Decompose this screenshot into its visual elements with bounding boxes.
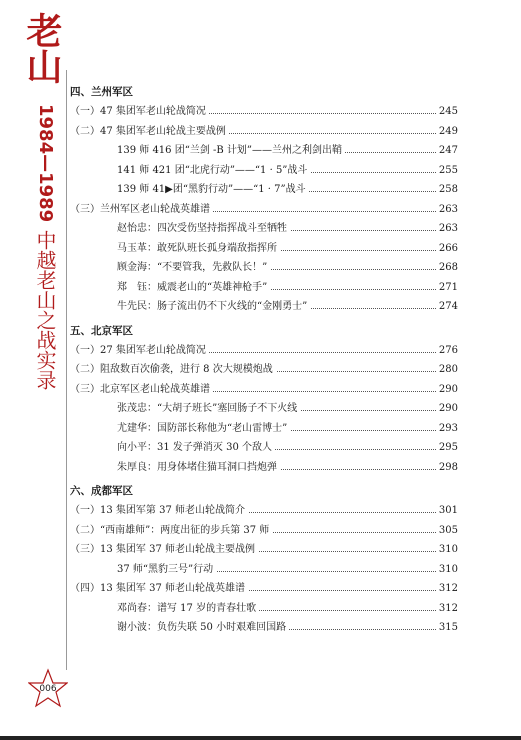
toc-entry-title: 邓尚春：谱写 17 岁的青春壮歌 (117, 599, 259, 619)
toc-entry-page: 263 (436, 200, 458, 220)
toc-entry[interactable] (70, 297, 458, 317)
section-heading: 四、兰州军区 (70, 86, 133, 98)
toc-entry-title: 141 师 421 团“北虎行动”——“1 · 5”战斗 (117, 161, 310, 181)
toc-entry-title: （三）兰州军区老山轮战英雄谱 (70, 200, 213, 220)
toc-entry-page: 310 (436, 560, 458, 580)
toc-entry-title: （一）27 集团军老山轮战简况 (70, 341, 209, 361)
toc-entry[interactable] (70, 599, 458, 619)
toc-entry-title: 顾金海：“不要管我，先救队长！” (117, 258, 270, 278)
toc-entry-page: 258 (436, 180, 458, 200)
toc-entry-page: 312 (436, 579, 458, 599)
toc-entry-page: 247 (436, 141, 458, 161)
toc-entry-page: 290 (436, 380, 458, 400)
toc-entry-title: （一）13 集团军第 37 师老山轮战简介 (70, 501, 248, 521)
toc-entry-title: 139 师 41▶团“黑豹行动”——“1 · 7”战斗 (117, 180, 309, 200)
toc-entry-page: 315 (436, 618, 458, 638)
page-number: 006 (39, 684, 57, 694)
book-title: 老山 (21, 12, 62, 84)
toc-entry[interactable] (70, 579, 458, 599)
toc-entry[interactable] (70, 102, 458, 122)
toc-entry-page: 310 (436, 540, 458, 560)
toc-entry-title: 马玉革：敢死队班长孤身端敌指挥所 (117, 239, 280, 259)
toc-entry[interactable] (70, 141, 458, 161)
toc-entry-page: 293 (436, 419, 458, 439)
toc-entry-title: （四）13 集团军 37 师老山轮战英雄谱 (70, 579, 248, 599)
toc-entry-page: 301 (436, 501, 458, 521)
toc-entry-page: 271 (436, 278, 458, 298)
toc-entry-title: 张茂忠：“大胡子班长”塞回肠子不下火线 (117, 399, 300, 419)
toc-entry-title: 赵怡忠：四次受伤坚持指挥战斗至牺牲 (117, 219, 290, 239)
toc-entry[interactable] (70, 200, 458, 220)
toc-entry-title: （二）阻敌数百次偷袭，进行 8 次大规模炮战 (70, 360, 276, 380)
toc-entry-page: 280 (436, 360, 458, 380)
toc-entry[interactable] (70, 161, 458, 181)
toc-entry-page: 255 (436, 161, 458, 181)
table-of-contents (70, 82, 458, 642)
toc-entry[interactable] (70, 360, 458, 380)
toc-entry[interactable] (70, 560, 458, 580)
toc-entry-page: 290 (436, 399, 458, 419)
toc-entry[interactable] (70, 380, 458, 400)
toc-entry[interactable] (70, 501, 458, 521)
toc-entry-title: 朱厚良：用身体堵住猫耳洞口挡炮弹 (117, 458, 280, 478)
toc-entry[interactable] (70, 618, 458, 638)
toc-entry[interactable] (70, 258, 458, 278)
toc-entry-title: （三）北京军区老山轮战英雄谱 (70, 380, 213, 400)
book-years: 1984—1989 (35, 104, 56, 223)
toc-entry[interactable] (70, 219, 458, 239)
toc-entry[interactable] (70, 180, 458, 200)
toc-entry[interactable] (70, 458, 458, 478)
toc-entry-title: （一）47 集团军老山轮战简况 (70, 102, 209, 122)
toc-entry-title: （二）47 集团军老山轮战主要战例 (70, 122, 229, 142)
toc-entry-title: （二）“西南雄师”：两度出征的步兵第 37 师 (70, 521, 272, 541)
toc-entry-page: 312 (436, 599, 458, 619)
toc-entry[interactable] (70, 239, 458, 259)
toc-entry-page: 245 (436, 102, 458, 122)
toc-entry[interactable] (70, 278, 458, 298)
bottom-bar (0, 736, 521, 740)
book-subtitle: 中越老山之战实录 (33, 230, 57, 390)
page-number-badge (28, 668, 68, 708)
toc-entry-page: 295 (436, 438, 458, 458)
toc-entry-page: 298 (436, 458, 458, 478)
toc-entry-page: 305 (436, 521, 458, 541)
toc-entry-page: 263 (436, 219, 458, 239)
divider-line (66, 70, 67, 670)
toc-entry-title: 139 师 416 团“兰剑 -B 计划”——兰州之利剑出鞘 (117, 141, 345, 161)
toc-entry-page: 276 (436, 341, 458, 361)
toc-entry-title: 37 师“黑豹三号”行动 (117, 560, 216, 580)
toc-entry[interactable] (70, 540, 458, 560)
toc-entry[interactable] (70, 438, 458, 458)
toc-entry-title: 郑 钰：威震老山的“英雄神枪手” (117, 278, 270, 298)
toc-entry[interactable] (70, 341, 458, 361)
toc-entry[interactable] (70, 122, 458, 142)
toc-entry-title: （三）13 集团军 37 师老山轮战主要战例 (70, 540, 258, 560)
toc-entry[interactable] (70, 399, 458, 419)
toc-entry-title: 向小平：31 发子弹消灭 30 个敌人 (117, 438, 275, 458)
toc-entry-title: 牛先民：肠子流出仍不下火线的“金刚勇士” (117, 297, 310, 317)
toc-entry-page: 268 (436, 258, 458, 278)
toc-entry-page: 274 (436, 297, 458, 317)
section-heading: 五、北京军区 (70, 324, 133, 337)
toc-entry-page: 249 (436, 122, 458, 142)
section-heading: 六、成都军区 (70, 485, 133, 497)
toc-entry-title: 尤建华：国防部长称他为“老山雷博士” (117, 419, 290, 439)
toc-entry[interactable] (70, 419, 458, 439)
book-spine-title (18, 12, 62, 432)
toc-entry-page: 266 (436, 239, 458, 259)
toc-entry[interactable] (70, 521, 458, 541)
toc-entry-title: 谢小波：负伤失联 50 小时艰难回国路 (117, 618, 289, 638)
